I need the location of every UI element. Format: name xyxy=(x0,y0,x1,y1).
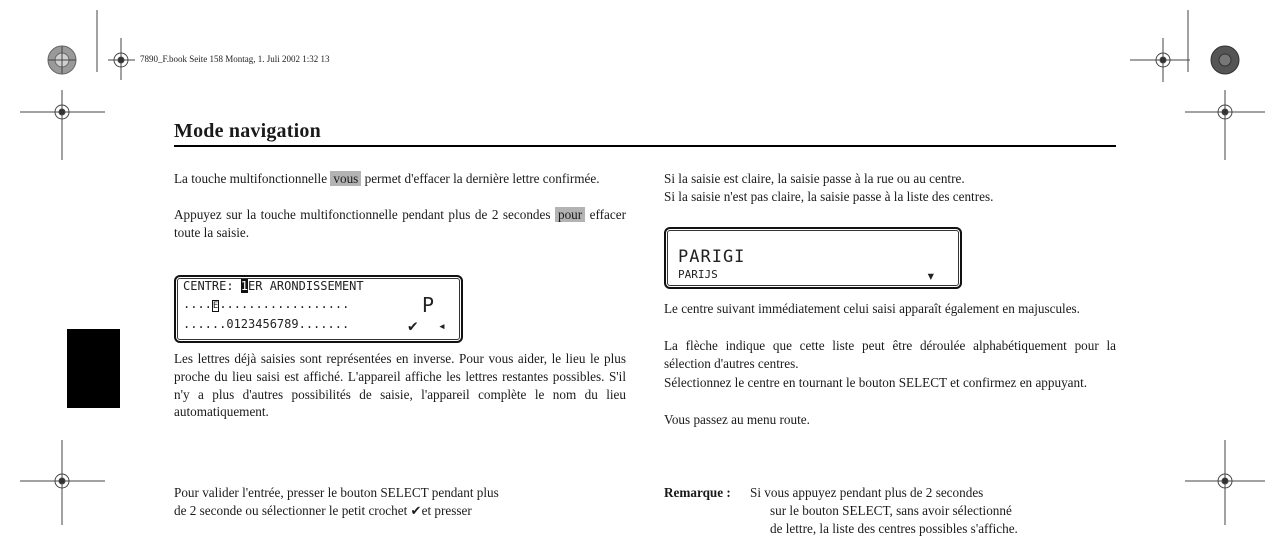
left-para-2 xyxy=(174,206,626,242)
left-para-4-line-1: Pour valider l'entrée, presser le bouton SELECT pendant plus xyxy=(174,485,499,500)
lcd-line-2 xyxy=(183,297,349,311)
lcd-line1-rest: ER ARONDISSEMENT xyxy=(248,279,364,293)
remark-line-1: Si vous appuyez pendant plus de 2 secondes xyxy=(750,485,984,500)
title-rule xyxy=(174,145,1116,147)
lcd-result-line-1: PARIGI xyxy=(678,247,746,267)
right-para-5: Vous passez au menu route. xyxy=(664,412,810,427)
lcd-line-1 xyxy=(183,279,364,293)
chapter-tab-marker xyxy=(67,329,120,408)
remark-line-2: sur le bouton SELECT, sans avoir sélectionné xyxy=(770,503,1012,518)
left-para-3: Les lettres déjà saisies sont représentées en inverse. Pour vous aider, le lieu le plus proche du lieu saisi est affiché. L'appareil affiche les lettres restantes possibles. S'il n'y a plus d'autres possibilités de saisie, l'appareil complète le nom du lieu automatiquement. xyxy=(174,351,626,420)
lcd-cursor-2: E xyxy=(212,301,219,311)
left-para-1 xyxy=(174,170,626,188)
lcd-line1-prefix: CENTRE: xyxy=(183,279,241,293)
lcd-display-entry xyxy=(174,275,463,343)
lcd-line-3: ......0123456789....... xyxy=(183,317,350,331)
para2-text-b: effacer toute la saisie. xyxy=(174,207,626,240)
para1-text-b: permet d'effacer la dernière lettre confirmée. xyxy=(361,171,600,186)
check-icon: ✔ xyxy=(408,316,418,335)
right-para-4: Sélectionnez le centre en tournant le bouton SELECT et confirmez en appuyant. xyxy=(664,375,1088,390)
lcd-line2-prefix: .... xyxy=(183,297,212,311)
left-para-4-line-2: de 2 seconde ou sélectionner le petit crochet ✔et presser xyxy=(174,503,472,518)
right-para-2: Le centre suivant immédiatement celui saisi apparaît également en majuscules. xyxy=(664,301,1080,316)
lcd-display-result xyxy=(664,227,962,289)
file-info-header: 7890_F.book Seite 158 Montag, 1. Juli 2002 1:32 13 xyxy=(140,54,330,64)
right-para-3: La flèche indique que cette liste peut être déroulée alphabétiquement pour la sélection d'autres centres. xyxy=(664,338,1116,371)
page-title: Mode navigation xyxy=(174,120,321,142)
lcd-result-line-2: PARIJS xyxy=(678,268,718,281)
lcd-line2-rest: .................. xyxy=(219,297,350,311)
para2-text-a: Appuyez sur la touche multifonctionnelle pendant plus de 2 secondes xyxy=(174,207,555,222)
back-arrow-icon: ◂ xyxy=(438,319,446,334)
right-para-1-line-1: Si la saisie est claire, la saisie passe à la rue ou au centre. xyxy=(664,171,965,186)
highlight-pour: pour xyxy=(555,207,585,222)
chevron-down-icon: ▾ xyxy=(926,266,936,285)
right-para-1-line-2: Si la saisie n'est pas claire, la saisie passe à la liste des centres. xyxy=(664,189,994,204)
highlight-vous: vous xyxy=(330,171,361,186)
remark-line-3: de lettre, la liste des centres possibles s'affiche. xyxy=(770,521,1018,536)
lcd-letter-p: P xyxy=(422,293,435,317)
para1-text-a: La touche multifonctionnelle xyxy=(174,171,331,186)
lcd-cursor-1: 1 xyxy=(240,279,249,293)
remark-label: Remarque : xyxy=(664,485,731,500)
